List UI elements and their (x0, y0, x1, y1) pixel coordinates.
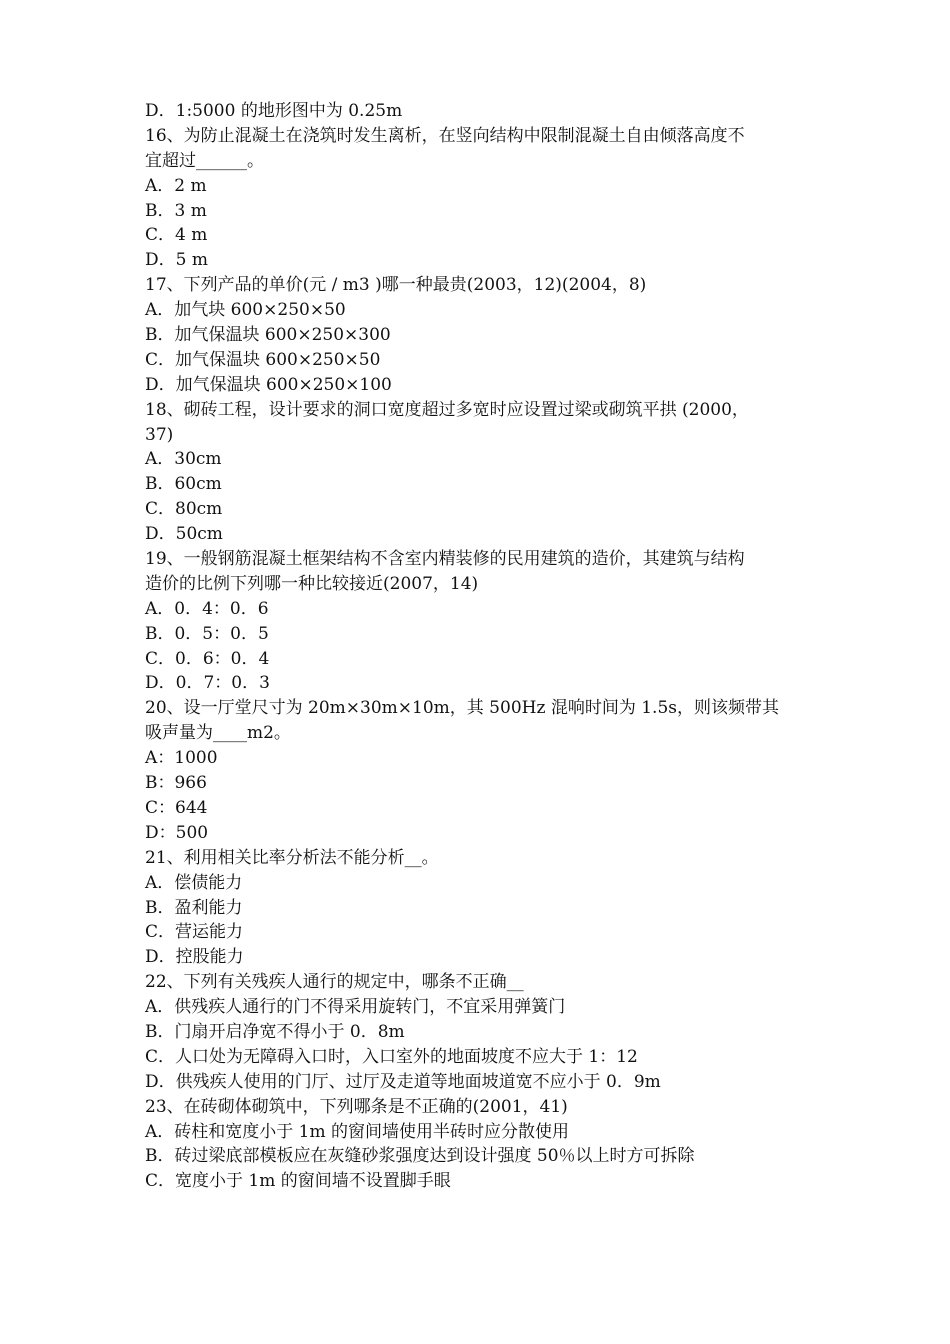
question-line: 17、下列产品的单价(元 / m3 )哪一种最贵(2003，12)(2004，8) (145, 275, 647, 296)
option-line: C．营运能力 (145, 922, 244, 943)
option-line: B．盈利能力 (145, 897, 243, 918)
question-line: 16、为防止混凝土在浇筑时发生离析，在竖向结构中限制混凝土自由倾落高度不 (145, 125, 745, 146)
option-line: D．控股能力 (145, 947, 244, 968)
option-line: A．砖柱和宽度小于 1m 的窗间墙使用半砖时应分散使用 (145, 1121, 570, 1142)
option-line: D．50cm (145, 524, 223, 545)
option-line: C．0．6：0．4 (145, 648, 270, 669)
option-line: B．0．5：0．5 (145, 623, 269, 644)
option-line: C：644 (145, 797, 208, 818)
option-line: A．30cm (145, 449, 222, 470)
question-line: 37) (145, 424, 174, 445)
option-line: B．60cm (145, 474, 222, 495)
question-line: 21、利用相关比率分析法不能分析__。 (145, 847, 439, 868)
option-line: D．供残疾人使用的门厅、过厅及走道等地面坡道宽不应小于 0．9m (145, 1071, 661, 1092)
option-line: C．人口处为无障碍入口时，入口室外的地面坡度不应大于 1：12 (145, 1046, 638, 1067)
option-line: A．供残疾人通行的门不得采用旋转门，不宜采用弹簧门 (145, 997, 566, 1018)
question-line: 宜超过______。 (145, 150, 264, 171)
option-line: D．0．7：0．3 (145, 673, 270, 694)
question-line: 20、设一厅堂尺寸为 20m×30m×10m，其 500Hz 混响时间为 1.5s，则该频带其 (145, 698, 779, 719)
option-line: A．加气块 600×250×50 (145, 300, 346, 321)
option-line: C．4 m (145, 225, 208, 246)
option-line: D．5 m (145, 250, 208, 271)
question-line: 19、一般钢筋混凝土框架结构不含室内精装修的民用建筑的造价，其建筑与结构 (145, 549, 745, 570)
option-line: A：1000 (145, 748, 218, 769)
option-line: B：966 (145, 773, 207, 794)
option-line: B．3 m (145, 200, 207, 221)
option-line: B．砖过梁底部模板应在灰缝砂浆强度达到设计强度 50％以上时方可拆除 (145, 1146, 695, 1167)
question-line: 22、下列有关残疾人通行的规定中，哪条不正确__ (145, 972, 524, 993)
option-line: A．2 m (145, 175, 207, 196)
question-text-body (145, 99, 813, 1194)
question-line: 23、在砖砌体砌筑中，下列哪条是不正确的(2001，41) (145, 1096, 568, 1117)
question-line: 造价的比例下列哪一种比较接近(2007，14) (145, 573, 479, 594)
option-line: A．偿债能力 (145, 872, 243, 893)
option-line: C．80cm (145, 499, 223, 520)
option-line: D．1:5000 的地形图中为 0.25m (145, 101, 403, 121)
option-line: B．加气保温块 600×250×300 (145, 325, 391, 346)
option-line: C．宽度小于 1m 的窗间墙不设置脚手眼 (145, 1171, 451, 1192)
question-line: 吸声量为____m2。 (145, 723, 291, 744)
option-line: B．门扇开启净宽不得小于 0．8m (145, 1021, 405, 1042)
question-line: 18、砌砖工程，设计要求的洞口宽度超过多宽时应设置过梁或砌筑平拱 (2000， (145, 399, 749, 420)
option-line: D．加气保温块 600×250×100 (145, 374, 392, 395)
option-line: D：500 (145, 822, 209, 843)
option-line: A．0．4：0．6 (145, 598, 269, 619)
option-line: C．加气保温块 600×250×50 (145, 349, 381, 370)
